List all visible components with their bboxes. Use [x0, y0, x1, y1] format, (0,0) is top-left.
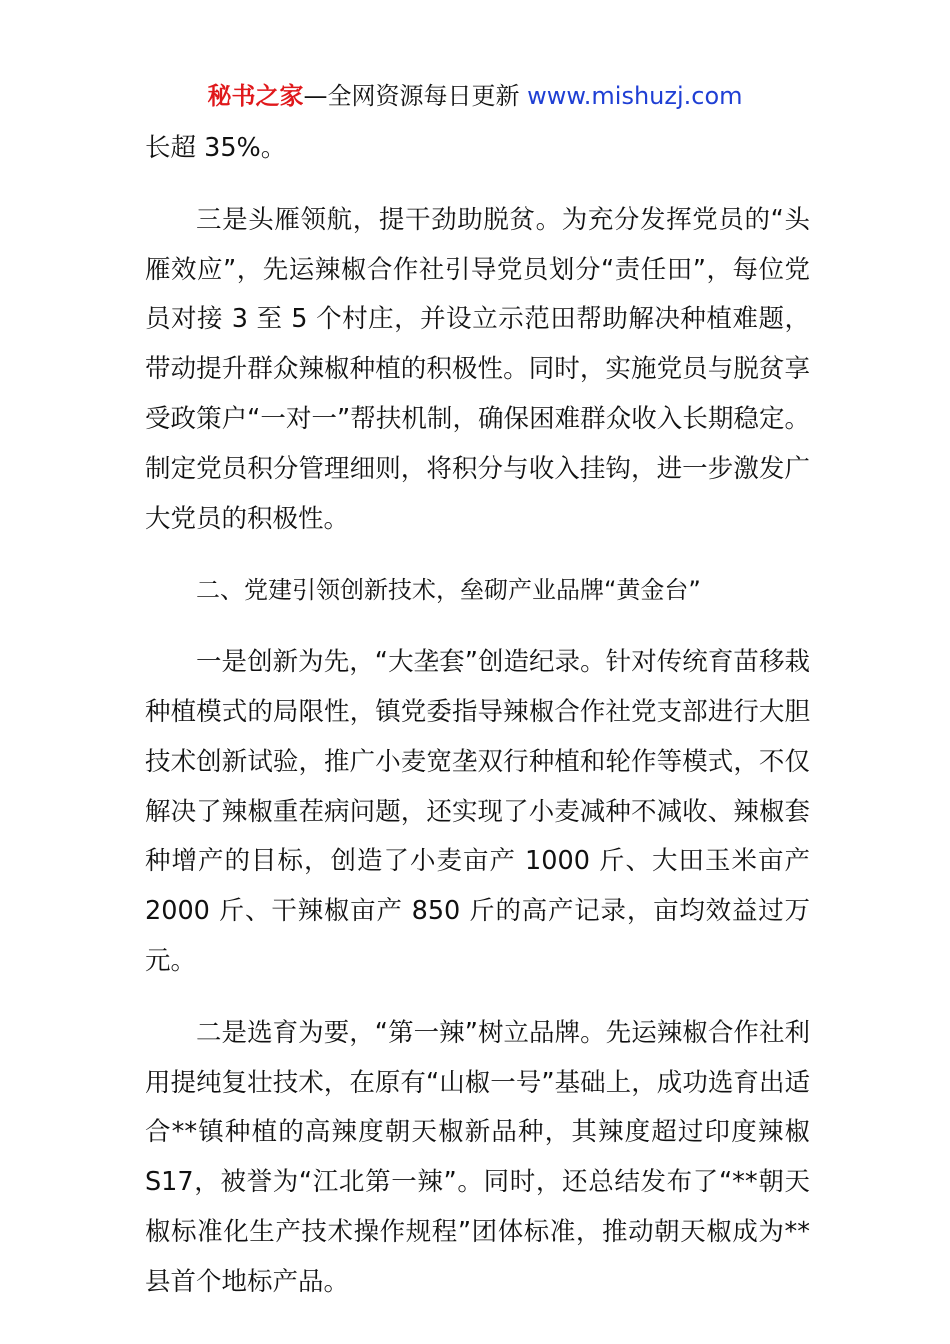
site-tagline: —全网资源每日更新 — [303, 82, 520, 110]
site-url-link[interactable]: www.mishuzj.com — [527, 82, 743, 110]
paragraph-breeding: 二是选育为要，“第一辣”树立品牌。先运辣椒合作社利用提纯复壮技术，在原有“山椒一号”基础上，成功选育出适合**镇种植的高辣度朝天椒新品种，其辣度超过印度辣椒 S17，被誉为“江北第一辣”。同时，还总结发布了“**朝天椒标准化生产技术操作规程”团体标准，推动朝天椒成为**县首个地标产品。 — [145, 1017, 810, 1297]
paragraph-innovation: 一是创新为先，“大垄套”创造纪录。针对传统育苗移栽种植模式的局限性，镇党委指导辣椒合作社党支部进行大胆技术创新试验，推广小麦宽垄双行种植和轮作等模式，不仅解决了辣椒重茬病问题，还实现了小麦减种不减收、辣椒套种增产的目标，创造了小麦亩产 1000 斤、大田玉米亩产 2000 斤、干辣椒亩产 850 斤的高产记录，亩均效益过万元。 — [145, 647, 810, 976]
site-header — [0, 80, 950, 112]
section-heading: 二、党建引领创新技术，垒砌产业品牌“黄金台” — [196, 576, 701, 605]
paragraph-continuation: 长超 35%。 — [145, 133, 287, 163]
site-brand: 秘书之家 — [207, 82, 304, 110]
paragraph-lead-geese: 三是头雁领航，提干劲助脱贫。为充分发挥党员的“头雁效应”，先运辣椒合作社引导党员划分“责任田”，每位党员对接 3 至 5 个村庄，并设立示范田帮助解决种植难题，带动提升群众辣椒种植的积极性。同时，实施党员与脱贫享受政策户“一对一”帮扶机制，确保困难群众收入长期稳定。制定党员积分管理细则，将积分与收入挂钩，进一步激发广大党员的积极性。 — [145, 204, 810, 534]
document-body — [145, 124, 810, 1308]
